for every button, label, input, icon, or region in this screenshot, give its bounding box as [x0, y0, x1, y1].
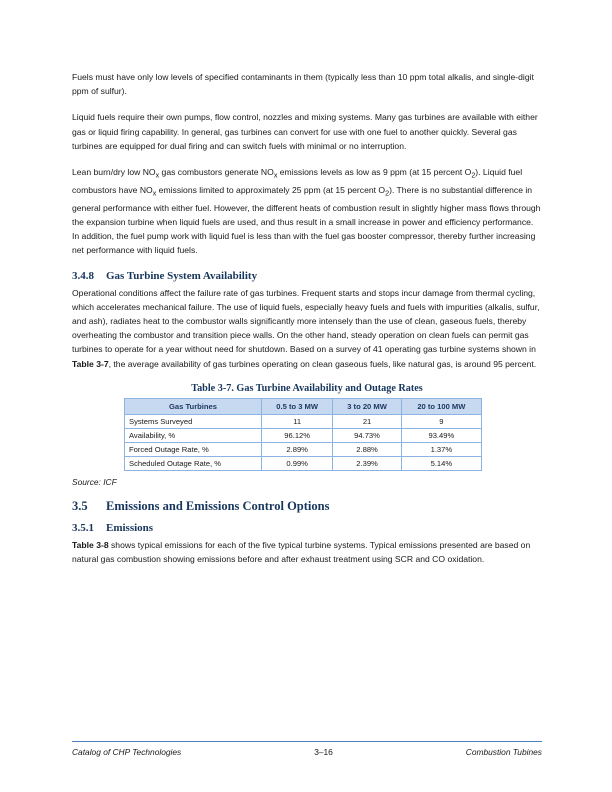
table-row — [125, 414, 482, 428]
table-reference: Table 3-8 — [72, 539, 109, 550]
header-cell: Gas Turbines — [125, 398, 262, 414]
table-cell: 0.99% — [262, 456, 333, 470]
subscript-2: 2 — [471, 171, 476, 180]
row-label: Systems Surveyed — [125, 414, 262, 428]
paragraph-emissions — [72, 538, 542, 566]
page-number: 3–16 — [314, 747, 333, 757]
document-page — [72, 70, 542, 578]
row-label: Availability, % — [125, 428, 262, 442]
subscript-2: 2 — [385, 189, 390, 198]
table-cell: 1.37% — [401, 442, 481, 456]
table-cell: 5.14% — [401, 456, 481, 470]
table-cell: 96.12% — [262, 428, 333, 442]
page-footer — [72, 741, 542, 757]
section-number: 3.4.8 — [72, 269, 94, 282]
table-header-row — [125, 398, 482, 414]
section-number: 3.5 — [72, 498, 88, 513]
subscript-x: x — [152, 189, 157, 198]
text-span: Lean burn/dry low NO — [72, 167, 156, 178]
availability-table — [124, 398, 482, 471]
table-reference: Table 3-7 — [72, 358, 109, 369]
header-cell: 3 to 20 MW — [333, 398, 401, 414]
paragraph-availability — [72, 286, 542, 371]
paragraph-liquid-fuels: Liquid fuels require their own pumps, flow control, nozzles and mixing systems. Many gas turbines are available with either gas or liquid firing capability. In general, gas turbines can convert for use with one fuel to another quickly. Several gas turbines are equipped for dual firing and can switch fuels with minimal or no interruption. — [72, 112, 538, 151]
text-span: Operational conditions affect the failure rate of gas turbines. Frequent starts and stops incur damage from thermal cycling, which accelerates mechanical failure. The use of liquid fuels, especially heavy fuels and fuels with impurities (alkalis, sulfur, and ash), radiates heat to the combustor walls significantly more intensely than the use of clean, gaseous fuels, thereby overheating the combustor and transition piece walls. On the other hand, steady operation on clean fuels can permit gas turbines to operate for a year without need for shutdown. Based on a survey of 41 operating gas turbine systems shown in — [72, 287, 540, 355]
footer-chapter-title: Combustion Tubines — [465, 747, 542, 757]
section-heading-3-5-1 — [72, 522, 542, 534]
table-row — [125, 428, 482, 442]
table-cell: 2.39% — [333, 456, 401, 470]
footer-document-title: Catalog of CHP Technologies — [72, 747, 182, 757]
table-cell: 94.73% — [333, 428, 401, 442]
table-row — [125, 456, 482, 470]
text-span: ). There is no substantial difference in general performance with either fuel. However, the different heats of combustion result in slightly higher mass flows through the expansion turbine when liquid fuels are used, and thus result in a small increase in power and efficiency performance. In addition, the fuel pump work with liquid fuel is less than with the fuel gas booster compressor, thereby further increasing net performance with liquid fuels. — [72, 184, 541, 256]
table-cell: 21 — [333, 414, 401, 428]
table-cell: 11 — [262, 414, 333, 428]
paragraph-fuel-contaminants: Fuels must have only low levels of specified contaminants in them (typically less than 10 ppm total alkalis, and single-digit ppm of sulfur). — [72, 72, 534, 97]
text-span: shows typical emissions for each of the five typical turbine systems. Typical emissions presented are based on natural gas combustion showing emissions before and after exhaust treatment using SCR and CO oxidation. — [72, 539, 531, 565]
section-heading-3-5 — [72, 499, 542, 514]
table-row — [125, 442, 482, 456]
section-title: Emissions and Emissions Control Options — [106, 498, 330, 513]
table-cell: 2.88% — [333, 442, 401, 456]
table-source: Source: ICF — [72, 476, 117, 487]
text-span: emissions limited to approximately 25 ppm (at 15 percent O — [156, 184, 386, 195]
table-cell: 93.49% — [401, 428, 481, 442]
subscript-x: x — [155, 171, 160, 180]
section-number: 3.5.1 — [72, 521, 94, 534]
header-cell: 20 to 100 MW — [401, 398, 481, 414]
table-cell: 9 — [401, 414, 481, 428]
header-cell: 0.5 to 3 MW — [262, 398, 333, 414]
table-caption: Table 3-7. Gas Turbine Availability and Outage Rates — [191, 382, 423, 394]
section-title: Emissions — [106, 521, 154, 534]
row-label: Forced Outage Rate, % — [125, 442, 262, 456]
text-span: gas combustors generate NO — [159, 167, 274, 178]
subscript-x: x — [273, 171, 278, 180]
section-title: Gas Turbine System Availability — [106, 269, 258, 282]
section-heading-3-4-8 — [72, 270, 542, 282]
table-cell: 2.89% — [262, 442, 333, 456]
text-span: ). Liquid fuel combustors have NO — [72, 167, 523, 195]
paragraph-nox-combustors — [72, 165, 542, 258]
text-span: emissions levels as low as 9 ppm (at 15 percent O — [277, 167, 472, 178]
row-label: Scheduled Outage Rate, % — [125, 456, 262, 470]
text-span: , the average availability of gas turbines operating on clean gaseous fuels, like natural gas, is around 95 percent. — [108, 358, 537, 369]
